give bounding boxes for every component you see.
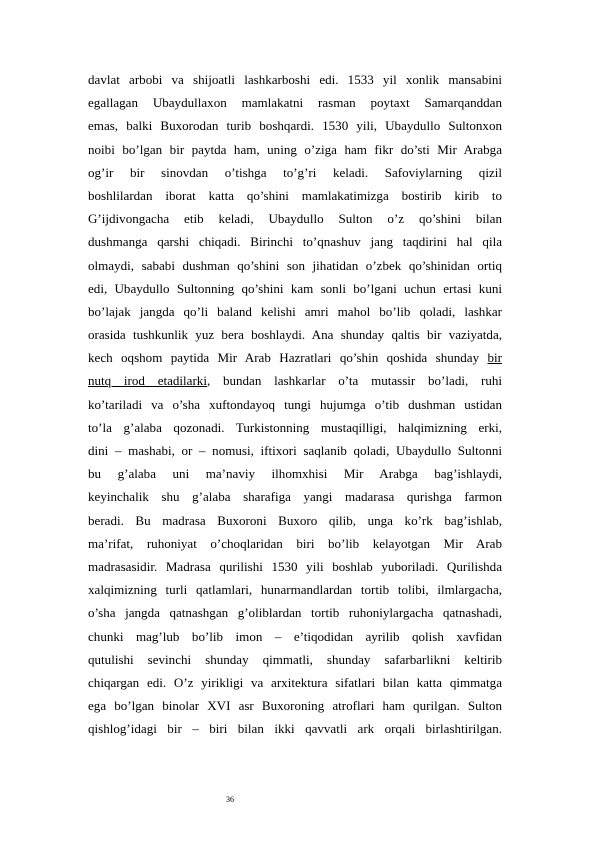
text-line: davlat arbobi va shijoatli lashkarboshi edi. 1533 yil xonlik mansabini xyxy=(88,72,502,87)
text-line: beradi. Bu madrasa Buxoroni Buxoro qilib, unga ko’rk bag’ishlab, xyxy=(88,512,502,528)
text-line: boshlilardan iborat katta qo’shini mamlakatimizga bostirib kirib to xyxy=(88,187,502,203)
text-line: emas, balki Buxorodan turib boshqardi. 1530 yili, Ubaydullo Sultonxon xyxy=(88,118,502,134)
page-number: 36 xyxy=(226,795,234,804)
text-line: noibi bo’lgan bir paytda ham, uning o’ziga ham fikr do’sti Mir Arabga xyxy=(88,141,502,157)
body-text xyxy=(88,68,502,740)
text-line: dini – mashabi, or – nomusi, iftixori saqlanib qoladi, Ubaydullo Sultonni xyxy=(88,443,502,458)
text-line: to’la g’alaba qozonadi. Turkistonning mustaqilligi, halqimizning erki, xyxy=(88,419,502,435)
text-line: chunki mag’lub bo’lib imon – e’tiqodidan ayrilib qolish xavfidan xyxy=(88,628,502,644)
text-line: edi, Ubaydullo Sultonning qo’shini kam sonli bo’lgani uchun ertasi kuni xyxy=(88,280,502,296)
line-text-before-link: kech oqshom paytida Mir Arab Hazratlari qo’shin qoshida shunday xyxy=(88,350,488,366)
text-line: olmaydi, sababi dushman qo’shini son jihatidan o’zbek qo’shinidan ortiq xyxy=(88,257,502,273)
text-line: o’sha jangda qatnashgan g’oliblardan tortib ruhoniylargacha qatnashadi, xyxy=(88,605,502,621)
text-line: qutulishi sevinchi shunday qimmatli, shunday safarbarlikni keltirib xyxy=(88,651,502,667)
speech-link-part-1[interactable]: bir xyxy=(487,350,502,366)
text-line: bo’lajak jangda qo’li baland kelishi amri mahol bo’lib qoladi, lashkar xyxy=(88,303,502,319)
text-line: orasida tushkunlik yuz bera boshlaydi. Ana shunday qaltis bir vaziyatda, xyxy=(88,327,502,343)
text-line: bu g’alaba uni ma’naviy ilhomxhisi Mir Arabga bag’ishlaydi, xyxy=(88,466,502,482)
text-line: qishlog’idagi bir – biri bilan ikki qavvatli ark orqali birlashtirilgan. xyxy=(88,721,502,737)
text-line: ma’rifat, ruhoniyat o’choqlaridan biri bo’lib kelayotgan Mir Arab xyxy=(88,535,502,551)
line-text-after-link: , bundan lashkarlar o’ta mutassir bo’ladi, ruhi xyxy=(206,373,502,389)
text-line: G’ijdivongacha etib keladi, Ubaydullo Sulton o’z qo’shini bilan xyxy=(88,211,502,227)
text-line: og’ir bir sinovdan o’tishga to’g’ri keladi. Safoviylarning qizil xyxy=(88,164,502,180)
text-line: ega bo’lgan binolar XVI asr Buxoroning atroflari ham qurilgan. Sulton xyxy=(88,698,502,714)
text-line: egallagan Ubaydullaxon mamlakatni rasman poytaxt Samarqanddan xyxy=(88,95,502,111)
text-line: keyinchalik shu g’alaba sharafiga yangi madarasa qurishga farmon xyxy=(88,489,502,505)
text-line-with-link xyxy=(88,369,502,392)
text-line: dushmanga qarshi chiqadi. Birinchi to’qnashuv jang taqdirini hal qila xyxy=(88,234,502,250)
text-line: ko’tariladi va o’sha xuftondayoq tungi hujumga o’tib dushman ustidan xyxy=(88,396,502,412)
speech-link-part-2[interactable]: nutq irod etadilarki xyxy=(88,373,207,389)
text-line: xalqimizning turli qatlamlari, hunarmandlardan tortib tolibi, ilmlargacha, xyxy=(88,582,502,598)
text-line: chiqargan edi. O’z yirikligi va arxitektura sifatlari bilan katta qimmatga xyxy=(88,674,502,690)
text-line: madrasasidir. Madrasa qurilishi 1530 yili boshlab yuboriladi. Qurilishda xyxy=(88,558,502,574)
text-line-with-link xyxy=(88,346,502,369)
